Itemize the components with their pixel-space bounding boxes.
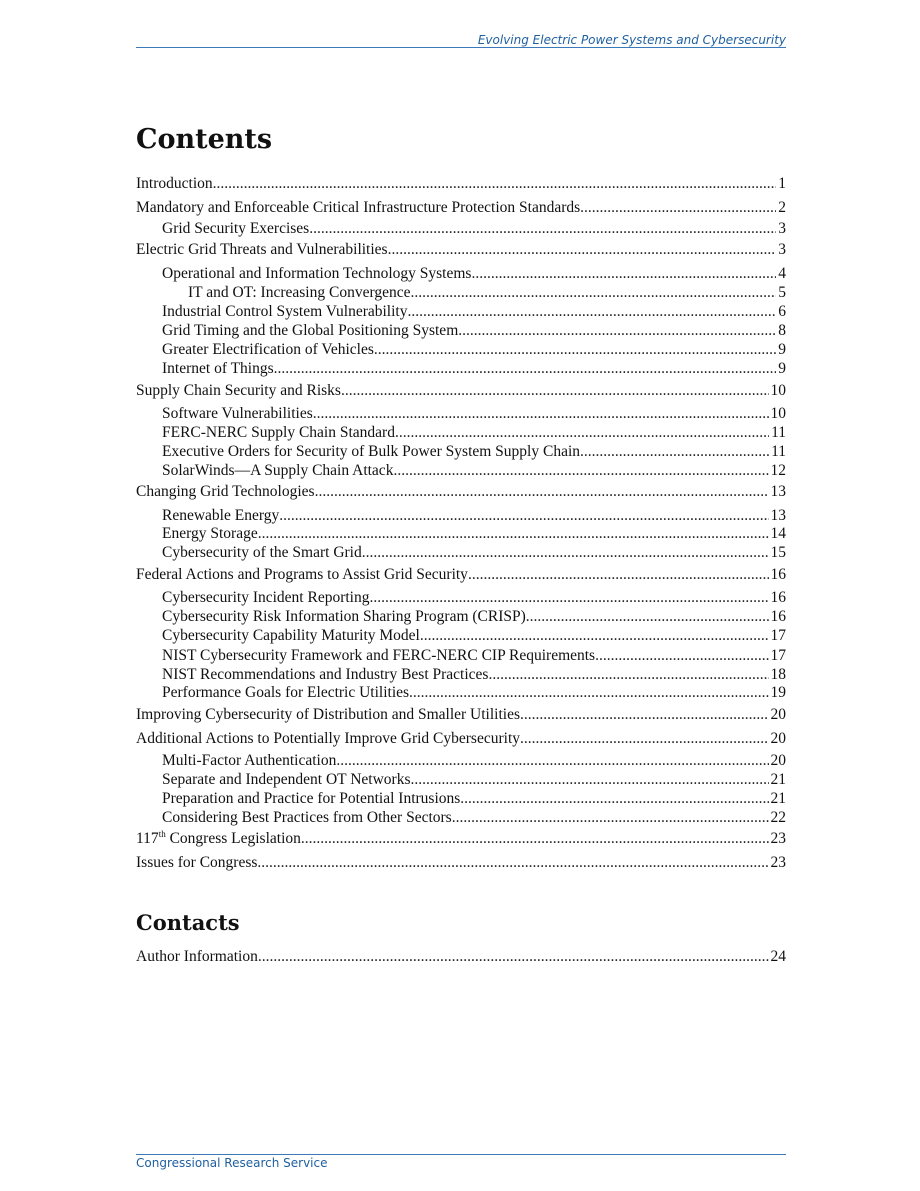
toc-page: 13 — [770, 483, 786, 500]
toc-entry-supply-chain-risks[interactable] — [136, 381, 786, 401]
toc-label: Executive Orders for Security of Bulk Power System Supply Chain — [162, 443, 581, 460]
toc-page: 6 — [778, 303, 786, 320]
toc-leader — [301, 829, 769, 849]
toc-label: NIST Cybersecurity Framework and FERC-NERC CIP Requirements — [162, 647, 596, 664]
toc-leader — [410, 283, 776, 303]
toc-entry-grid-security-exercises[interactable] — [162, 219, 786, 239]
running-footer-organization: Congressional Research Service — [136, 1156, 328, 1170]
toc-label: Cybersecurity Capability Maturity Model — [162, 627, 420, 644]
toc-leader — [258, 524, 769, 544]
toc-leader — [258, 947, 769, 967]
header-rule — [136, 47, 786, 48]
toc-label: Additional Actions to Potentially Improve Grid Cybersecurity — [136, 730, 520, 747]
toc-label — [136, 829, 301, 849]
toc-page: 4 — [778, 265, 786, 282]
toc-label: Renewable Energy — [162, 507, 280, 524]
toc-leader — [526, 607, 769, 627]
toc-entry-best-practices-other-sectors[interactable] — [162, 808, 786, 828]
toc-leader — [460, 789, 768, 809]
toc-leader — [336, 751, 768, 771]
toc-label: Cybersecurity Risk Information Sharing Program (CRISP) — [162, 608, 526, 625]
toc-label: Electric Grid Threats and Vulnerabilities — [136, 241, 388, 258]
toc-leader — [315, 482, 769, 502]
toc-entry-author-information[interactable] — [136, 947, 786, 967]
toc-label: Author Information — [136, 948, 258, 965]
toc-entry-solarwinds[interactable] — [162, 461, 786, 481]
toc-label: FERC-NERC Supply Chain Standard — [162, 424, 395, 441]
toc-page: 8 — [778, 322, 786, 339]
toc-leader — [395, 423, 769, 443]
toc-label: Considering Best Practices from Other Sectors — [162, 809, 452, 826]
toc-entry-mfa[interactable] — [162, 751, 786, 771]
toc-page: 18 — [770, 666, 786, 683]
toc-page: 3 — [778, 220, 786, 237]
toc-label-text: Congress Legislation — [165, 830, 301, 847]
toc-leader — [374, 340, 776, 360]
toc-page: 14 — [770, 525, 786, 542]
toc-page: 19 — [770, 684, 786, 701]
toc-leader — [520, 705, 769, 725]
toc-page: 23 — [770, 830, 786, 847]
toc-page: 1 — [778, 175, 786, 192]
toc-leader — [257, 853, 768, 873]
toc-page: 13 — [770, 507, 786, 524]
toc-label: Software Vulnerabilities — [162, 405, 313, 422]
toc-label: Introduction — [136, 175, 213, 192]
toc-entry-incident-reporting[interactable] — [162, 588, 786, 608]
toc-leader — [471, 264, 776, 284]
toc-page: 11 — [771, 443, 786, 460]
toc-label: Federal Actions and Programs to Assist Grid Security — [136, 566, 468, 583]
toc-leader — [595, 646, 768, 666]
running-header-title: Evolving Electric Power Systems and Cybersecurity — [477, 33, 786, 47]
toc-leader — [274, 359, 777, 379]
toc-entry-vehicle-electrification[interactable] — [162, 340, 786, 360]
toc-leader — [580, 442, 769, 462]
toc-label-ordinal: th — [158, 829, 166, 839]
toc-entry-threats-vulnerabilities[interactable] — [136, 240, 786, 260]
toc-entry-smart-grid-cybersecurity[interactable] — [162, 543, 786, 563]
toc-leader — [458, 321, 776, 341]
toc-leader — [341, 381, 769, 401]
toc-label: Changing Grid Technologies — [136, 483, 315, 500]
toc-leader — [313, 404, 769, 424]
contacts-title: Contacts — [136, 910, 240, 935]
toc-entry-internet-of-things[interactable] — [162, 359, 786, 379]
toc-entry-117th-congress-legislation[interactable] — [136, 829, 786, 849]
toc-leader — [309, 219, 776, 239]
toc-label: Improving Cybersecurity of Distribution and Smaller Utilities — [136, 706, 520, 723]
toc-page: 22 — [770, 809, 786, 826]
toc-page: 16 — [770, 589, 786, 606]
toc-entry-cip-standards[interactable] — [136, 198, 786, 218]
contents-title: Contents — [136, 124, 273, 155]
toc-page: 3 — [778, 241, 786, 258]
toc-page: 21 — [770, 771, 786, 788]
toc-entry-ics-vulnerability[interactable] — [162, 302, 786, 322]
toc-page: 21 — [770, 790, 786, 807]
toc-label: Internet of Things — [162, 360, 274, 377]
toc-entry-nist-recommendations[interactable] — [162, 665, 786, 685]
toc-leader — [213, 174, 777, 194]
toc-label: Grid Timing and the Global Positioning System — [162, 322, 459, 339]
toc-label: Cybersecurity of the Smart Grid — [162, 544, 362, 561]
toc-page: 9 — [778, 341, 786, 358]
toc-leader — [362, 543, 769, 563]
toc-label: NIST Recommendations and Industry Best Practices — [162, 666, 489, 683]
toc-entry-c2m2[interactable] — [162, 626, 786, 646]
toc-label: Industrial Control System Vulnerability — [162, 303, 408, 320]
toc-leader — [420, 626, 769, 646]
toc-label: Issues for Congress — [136, 854, 258, 871]
footer-rule — [136, 1154, 786, 1155]
toc-leader — [388, 240, 777, 260]
toc-label: Preparation and Practice for Potential Intrusions — [162, 790, 461, 807]
toc-entry-ot-it-systems[interactable] — [162, 264, 786, 284]
toc-leader — [452, 808, 769, 828]
toc-entry-additional-actions[interactable] — [136, 729, 786, 749]
toc-page: 12 — [770, 462, 786, 479]
toc-page: 16 — [770, 608, 786, 625]
toc-leader — [488, 665, 768, 685]
toc-entry-crisp[interactable] — [162, 607, 786, 627]
toc-page: 16 — [770, 566, 786, 583]
toc-leader — [580, 198, 776, 218]
toc-entry-it-ot-convergence[interactable] — [188, 283, 786, 303]
toc-leader — [520, 729, 769, 749]
toc-page: 20 — [770, 730, 786, 747]
toc-label: Operational and Information Technology Systems — [162, 265, 472, 282]
toc-entry-energy-storage[interactable] — [162, 524, 786, 544]
toc-label: Multi-Factor Authentication — [162, 752, 337, 769]
toc-page: 15 — [770, 544, 786, 561]
toc-entry-software-vulnerabilities[interactable] — [162, 404, 786, 424]
toc-label: SolarWinds—A Supply Chain Attack — [162, 462, 394, 479]
toc-entry-renewable-energy[interactable] — [162, 506, 786, 526]
toc-label: Performance Goals for Electric Utilities — [162, 684, 410, 701]
toc-label-number: 117 — [136, 830, 159, 847]
toc-entry-grid-timing-gps[interactable] — [162, 321, 786, 341]
toc-entry-executive-orders[interactable] — [162, 442, 786, 462]
toc-page: 17 — [770, 627, 786, 644]
toc-page: 10 — [770, 405, 786, 422]
toc-label: Supply Chain Security and Risks — [136, 382, 341, 399]
toc-entry-issues-for-congress[interactable] — [136, 853, 786, 873]
toc-entry-separate-ot-networks[interactable] — [162, 770, 786, 790]
toc-leader — [468, 565, 769, 585]
toc-entry-nist-framework[interactable] — [162, 646, 786, 666]
toc-leader — [369, 588, 768, 608]
toc-page: 10 — [770, 382, 786, 399]
toc-label: Mandatory and Enforceable Critical Infrastructure Protection Standards — [136, 199, 581, 216]
toc-label: Separate and Independent OT Networks — [162, 771, 411, 788]
toc-page: 23 — [770, 854, 786, 871]
toc-leader — [409, 683, 768, 703]
toc-page: 9 — [778, 360, 786, 377]
toc-entry-ferc-nerc-supply-chain[interactable] — [162, 423, 786, 443]
toc-label: IT and OT: Increasing Convergence — [188, 284, 411, 301]
toc-entry-performance-goals[interactable] — [162, 683, 786, 703]
toc-page: 17 — [770, 647, 786, 664]
toc-leader — [393, 461, 768, 481]
toc-label: Energy Storage — [162, 525, 258, 542]
toc-page: 24 — [770, 948, 786, 965]
toc-label: Greater Electrification of Vehicles — [162, 341, 374, 358]
toc-page: 20 — [770, 706, 786, 723]
toc-entry-distribution-utilities[interactable] — [136, 705, 786, 725]
toc-label: Cybersecurity Incident Reporting — [162, 589, 370, 606]
toc-page: 5 — [778, 284, 786, 301]
toc-entry-federal-actions[interactable] — [136, 565, 786, 585]
toc-page: 2 — [778, 199, 786, 216]
toc-entry-intrusion-preparation[interactable] — [162, 789, 786, 809]
toc-entry-changing-grid-tech[interactable] — [136, 482, 786, 502]
toc-page: 20 — [770, 752, 786, 769]
toc-page: 11 — [771, 424, 786, 441]
toc-leader — [407, 302, 776, 322]
toc-entry-introduction[interactable] — [136, 174, 786, 194]
toc-leader — [411, 770, 769, 790]
toc-leader — [279, 506, 768, 526]
toc-label: Grid Security Exercises — [162, 220, 310, 237]
